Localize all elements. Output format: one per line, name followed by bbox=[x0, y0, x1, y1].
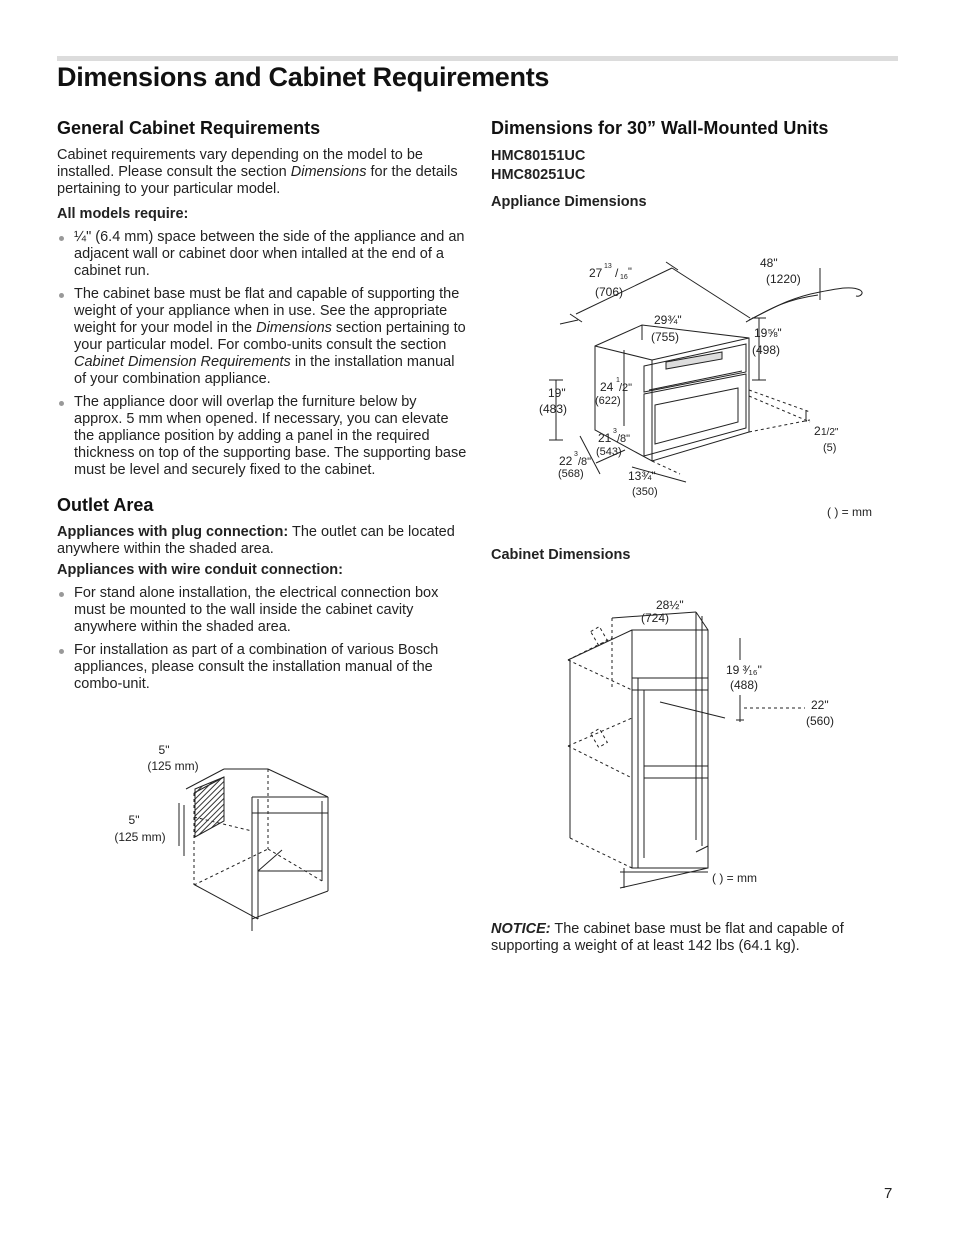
appliance-dimensions-diagram bbox=[520, 250, 890, 522]
dim-cord-in: 48" bbox=[760, 256, 778, 270]
cabinet-width-mm: (724) bbox=[641, 611, 670, 625]
dim-depth-slash: / bbox=[615, 266, 619, 280]
list-item: ¼" (6.4 mm) space between the side of the appliance and an adjacent wall or cabinet door when intalled at the end of a cabinet run. bbox=[57, 229, 467, 280]
left-column bbox=[57, 118, 467, 699]
model-number: HMC80251UC bbox=[491, 167, 586, 183]
outlet-top-dim-in: 5" bbox=[158, 743, 170, 757]
cabinet-mm-legend: ( ) = mm bbox=[712, 871, 757, 885]
wire-conduit-label: Appliances with wire conduit connection: bbox=[57, 562, 343, 578]
dim-depth-quote: " bbox=[628, 266, 632, 278]
dim-total-depth-den: /8" bbox=[578, 456, 592, 468]
cabinet-width-in: 28½" bbox=[656, 598, 684, 612]
dim-depth-den: 16 bbox=[620, 274, 628, 281]
dim-width-in: 29¾" bbox=[654, 313, 682, 327]
outlet-shaded-area bbox=[195, 777, 224, 837]
dim-depth-num: 13 bbox=[604, 263, 612, 270]
dim-cutout-depth-mm: (543) bbox=[596, 446, 622, 458]
list-item: The cabinet base must be flat and capable of supporting the weight of your appliance when in use. See the appropriate weight for your model in the Dimensions section pertaining to your particular model. For combo-units consult the section Cabinet Dimension Requirements in the installation manual of your combination appliance. bbox=[57, 286, 467, 388]
outlet-side-dim-in: 5" bbox=[128, 813, 140, 827]
dim-inner-depth-int: 24 bbox=[600, 380, 614, 394]
cabinet-dimensions-diagram bbox=[560, 590, 850, 900]
page-number: 7 bbox=[884, 1185, 893, 1202]
dim-cutout-height-in: 19" bbox=[548, 386, 566, 400]
dim-inner-depth-den: /2" bbox=[619, 382, 633, 394]
dim-inner-depth-num: 1 bbox=[616, 377, 620, 384]
notice-paragraph: NOTICE: The cabinet base must be flat and capable of supporting a weight of at least 142 lbs (64.1 kg). bbox=[491, 921, 844, 954]
dim-cord-mm: (1220) bbox=[766, 272, 801, 286]
page-title: Dimensions and Cabinet Requirements bbox=[57, 62, 550, 92]
dim-depth-int: 27 bbox=[589, 266, 603, 280]
outlet-side-dim-mm: (125 mm) bbox=[114, 830, 166, 844]
requirements-list bbox=[57, 229, 467, 479]
cabinet-dimensions-label: Cabinet Dimensions bbox=[491, 547, 631, 563]
right-column bbox=[491, 118, 901, 211]
cabinet-height-in: 19 ³⁄₁₆" bbox=[726, 663, 762, 677]
general-cabinet-heading: General Cabinet Requirements bbox=[57, 118, 321, 138]
dim-total-depth-int: 22 bbox=[559, 454, 573, 468]
dim-depth-mm: (706) bbox=[595, 285, 624, 299]
cabinet-height-mm: (488) bbox=[730, 678, 759, 692]
cabinet-depth-in: 22" bbox=[811, 698, 829, 712]
appliance-dimensions-label: Appliance Dimensions bbox=[491, 194, 647, 210]
dim-cutout-depth-num: 3 bbox=[613, 428, 617, 435]
dim-gap-int: 2 bbox=[814, 424, 821, 438]
dim-cutout-height-mm: (483) bbox=[539, 402, 568, 416]
header-rule bbox=[57, 56, 898, 61]
appliance-mm-legend: ( ) = mm bbox=[827, 505, 872, 519]
all-models-label: All models require: bbox=[57, 206, 189, 222]
dim-total-depth-num: 3 bbox=[574, 451, 578, 458]
plug-connection-text: Appliances with plug connection: The outlet can be located anywhere within the shaded area. bbox=[57, 524, 455, 557]
cabinet-depth-mm: (560) bbox=[806, 714, 835, 728]
list-item: The appliance door will overlap the furniture below by approx. 5 mm when opened. If necessary, you can elevate the appliance position by adding a panel in the required thickness on top of the supporting base. The supporting base must be level and securely fixed to the cabinet. bbox=[57, 394, 467, 479]
outlet-area-heading: Outlet Area bbox=[57, 495, 154, 515]
outlet-area-diagram bbox=[100, 735, 350, 940]
dim-width-mm: (755) bbox=[651, 330, 680, 344]
dim-cutout-depth-den: /8" bbox=[617, 433, 631, 445]
model-number: HMC80151UC bbox=[491, 148, 586, 164]
dim-cutout-depth-int: 21 bbox=[598, 431, 612, 445]
dim-total-depth-mm: (568) bbox=[558, 468, 584, 480]
dim-bottom-in: 13¾" bbox=[628, 469, 656, 483]
dim-height-mm: (498) bbox=[752, 343, 781, 357]
list-item: For stand alone installation, the electrical connection box must be mounted to the wall inside the cabinet cavity anywhere within the shaded area. bbox=[57, 585, 467, 636]
dim-height-in: 19⅝" bbox=[754, 326, 782, 340]
general-intro: Cabinet requirements vary depending on the model to be installed. Please consult the section Dimensions for the details pertaining to your particular model. bbox=[57, 147, 458, 197]
wall-mounted-heading: Dimensions for 30” Wall-Mounted Units bbox=[491, 118, 829, 138]
dim-inner-depth-mm: (622) bbox=[595, 395, 621, 407]
dim-gap-frac: 1/2" bbox=[821, 427, 839, 438]
outlet-top-dim-mm: (125 mm) bbox=[147, 759, 199, 773]
model-numbers bbox=[491, 147, 901, 185]
wire-conduit-list bbox=[57, 585, 467, 693]
dim-bottom-mm: (350) bbox=[632, 486, 658, 498]
list-item: For installation as part of a combination of various Bosch appliances, please consult the installation manual of the combo-unit. bbox=[57, 642, 467, 693]
dim-gap-mm: (5) bbox=[823, 442, 837, 454]
